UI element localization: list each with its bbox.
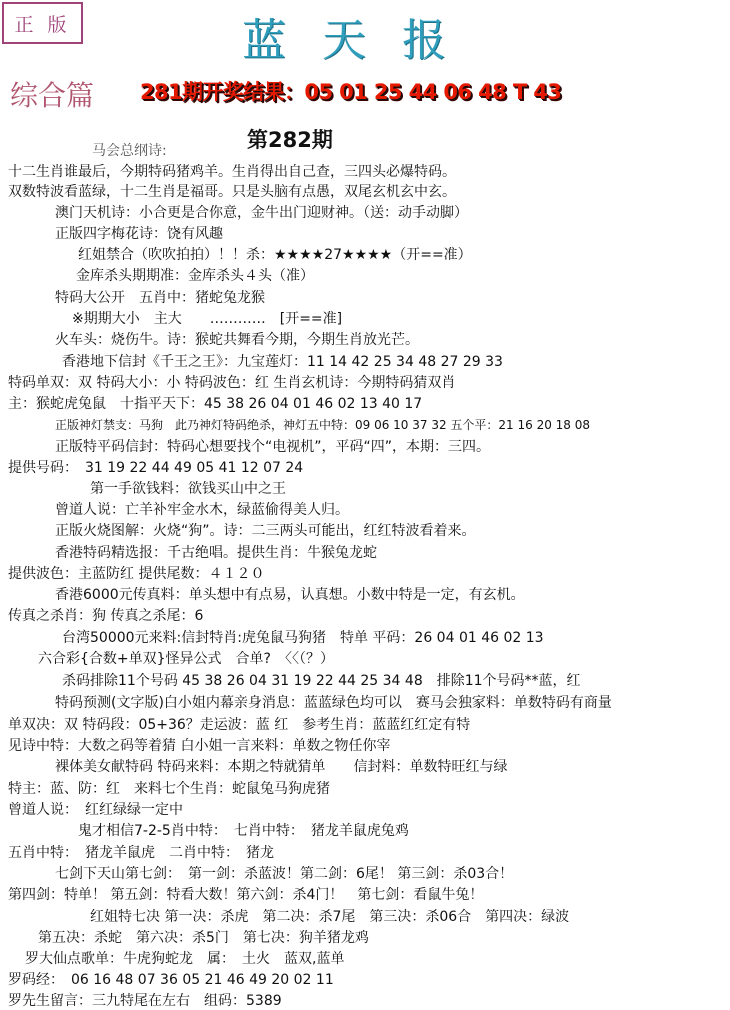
content-line: 香港特码精选报：千古绝唱。提供生肖：牛猴兔龙蛇 [55, 545, 377, 561]
content-line: 特码预测(文字版)白小姐内幕亲身消息：蓝蓝绿色均可以 赛马会独家料：单数特码有商量 [55, 695, 612, 711]
content-line: 十二生肖谁最后，今期特码猪鸡羊。生肖得出自己查，三四头必爆特码。 [8, 164, 456, 180]
content-line: 曾道人说： 红红绿绿一定中 [8, 802, 183, 818]
content-line: 正版神灯禁支：马狗 此乃神灯特码绝杀，神灯五中特：09 06 10 37 32 五个平：21 16 20 18 08 [55, 418, 591, 432]
content-line: 主：猴蛇虎兔鼠 十指平天下：45 38 26 04 01 46 02 13 40 17 [8, 396, 423, 412]
genuine-badge: 正 版 [2, 2, 83, 44]
content-line: 罗先生留言：三九特尾在左右 组码：5389 [8, 993, 282, 1009]
content-line: 第一手欲钱料：欲钱买山中之王 [90, 481, 286, 497]
content-line: 正版特平码信封：特码心想要找个“电视机”，平码“四”，本期：三四。 [55, 439, 491, 455]
content-line: 七剑下天山第七剑： 第一剑：杀蓝波！第二剑：6尾！ 第三剑：杀03合！ [55, 866, 514, 882]
content-line: 见诗中特：大数之码等着猜 白小姐一言来料：单数之物任你宰 [8, 738, 391, 754]
content-line: 罗码经： 06 16 48 07 36 05 21 46 49 20 02 11 [8, 972, 334, 988]
content-line: 红姐特七决 第一决：杀虎 第二决：杀7尾 第三决：杀06合 第四决：绿波 [90, 909, 570, 925]
content-line: 杀码排除11个号码 45 38 26 04 31 19 22 44 25 34 48 排除11个号码**蓝，红 [62, 673, 581, 689]
content-line: 提供波色：主蓝防红 提供尾数：４１２０ [8, 566, 265, 582]
content-line: 香港地下信封《千王之王》：九宝莲灯：11 14 42 25 34 48 27 29 33 [62, 354, 503, 370]
content-line: 传真之杀肖：狗 传真之杀尾：6 [8, 608, 204, 624]
content-line: 特主：蓝、防：红 来料七个生肖：蛇鼠兔马狗虎猪 [8, 781, 330, 797]
issue-number: 第282期 [247, 128, 333, 152]
content-line: 五肖中特： 猪龙羊鼠虎 二肖中特： 猪龙 [8, 845, 274, 861]
content-line: 红姐禁合（吹吹拍拍）！！杀：★★★★27★★★★（开==准） [78, 247, 472, 263]
content-line: 台湾50000元来料:信封特肖:虎兔鼠马狗猪 特单 平码：26 04 01 46 02 13 [62, 630, 544, 646]
content-line: 第四剑：特单！ 第五剑：特看大数！第六剑：杀4门！ 第七剑：看鼠牛兔！ [8, 887, 484, 903]
content-line: 澳门天机诗：小合更是合你意，金牛出门迎财神。（送：动手动脚） [55, 205, 468, 221]
draw-result-banner: 281期开奖结果：05 01 25 44 06 48 T 43 [140, 80, 562, 104]
content-line: 曾道人说：亡羊补牢金水木，绿蓝偷得美人归。 [55, 502, 349, 518]
content-line: 裸体美女献特码 特码来料：本期之特就猜单 信封料：单数特旺红与绿 [55, 759, 508, 775]
content-line: 特码单双：双 特码大小：小 特码波色：红 生肖玄机诗：今期特码猜双肖 [8, 375, 456, 391]
content-line: 单双决：双 特码段：05+36？走运波：蓝 红 参考生肖：蓝蓝红红定有特 [8, 717, 471, 733]
content-line: 第五决：杀蛇 第六决：杀5门 第七决：狗羊猪龙鸡 [38, 930, 369, 946]
content-line: ※期期大小 主大 ………… [开==准] [72, 311, 343, 327]
content-line: 双数特波看蓝绿，十二生肖是福哥。只是头脑有点愚，双尾玄机玄中玄。 [8, 184, 456, 200]
content-line: 罗大仙点歌单：牛虎狗蛇龙 属： 土火 蓝双,蓝单 [25, 951, 345, 967]
newspaper-title: 蓝天报 [242, 15, 482, 66]
content-line: 六合彩{合数+单双}怪异公式 合单? 〈〈（？） [38, 651, 334, 667]
content-line: 香港6000元传真料：单头想中有点易，认真想。小数中特是一定，有玄机。 [55, 587, 525, 603]
section-label: 综合篇 [10, 79, 95, 112]
content-line: 正版火烧图解：火烧“狗”。诗：二三两头可能出，红红特波看着来。 [55, 523, 476, 539]
content-line: 特码大公开 五肖中：猪蛇兔龙猴 [55, 290, 265, 306]
content-line: 金库杀头期期准：金库杀头４头（准） [76, 268, 314, 284]
content-line: 鬼才相信7-2-5肖中特： 七肖中特： 猪龙羊鼠虎兔鸡 [78, 823, 409, 839]
content-line: 马会总纲诗: [92, 143, 167, 159]
content-line: 火车头：烧伤牛。诗：猴蛇共舞看今期，今期生肖放光芒。 [55, 332, 419, 348]
content-line: 提供号码： 31 19 22 44 49 05 41 12 07 24 [8, 460, 304, 476]
content-line: 正版四字梅花诗：饶有风趣 [55, 226, 223, 242]
